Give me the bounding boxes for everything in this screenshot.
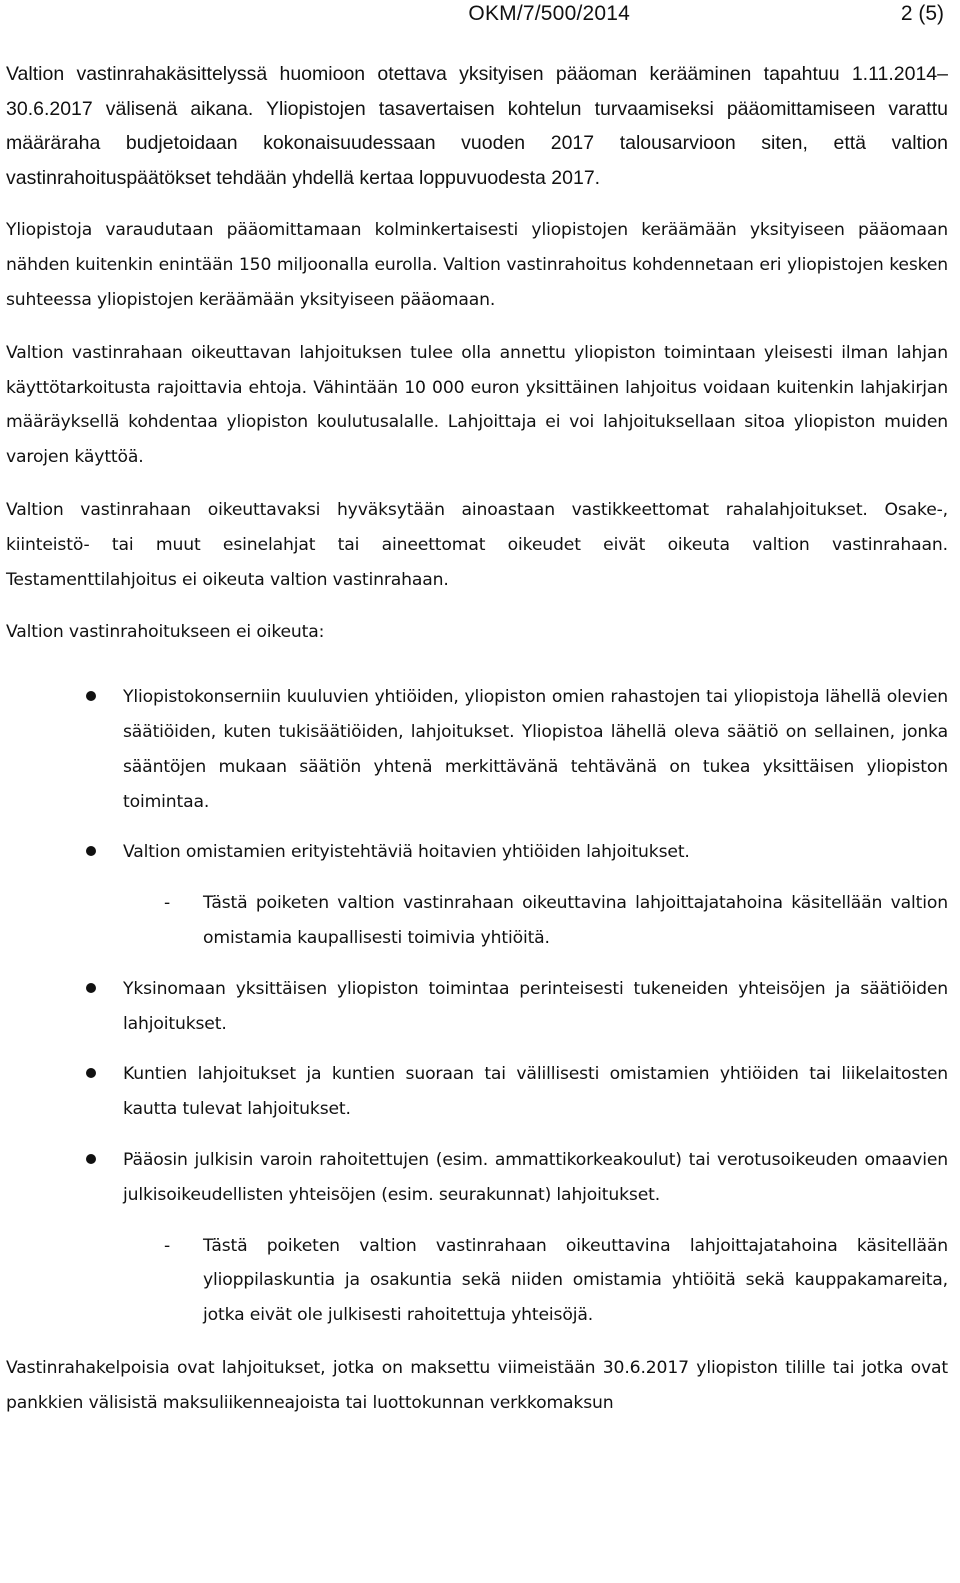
list-item-text: Yliopistokonserniin kuuluvien yhtiöiden, yliopiston omien rahastojen tai yliopistoja lähellä olevien säätiöiden, kuten tukisäätiöiden, lahjoitukset. Yliopistoa lähellä oleva säätiö on sellainen, jonka sääntöjen mukaan säätiön yhtenä merkittävänä tehtävänä on tukea yksittäisen yliopiston toimintaa. [123,687,948,812]
bullet-icon [86,846,96,856]
paragraph-accepted-donations: Valtion vastinrahaan oikeuttavaksi hyväksytään ainoastaan vastikkeettomat rahalahjoitukset. Osake-, kiinteistö- tai muut esinelahjat tai aineettomat oikeudet eivät oikeuta valtion vastinrahaan. Testamenttilahjoitus ei oikeuta valtion vastinrahaan. [6,499,948,590]
list-item-text: Kuntien lahjoitukset ja kuntien suoraan tai välillisesti omistamien yhtiöiden tai liikelaitosten kautta tulevat lahjoitukset. [123,1064,948,1120]
paragraph-eligibility-deadline: Vastinrahakelpoisia ovat lahjoitukset, jotka on maksettu viimeistään 30.6.2017 yliopiston tilille tai jotka ovat pankkien välisistä maksuliikenneajoista tai luottokunnan verkkomaksun [6,1357,948,1413]
sub-list-item-text: Tästä poiketen valtion vastinrahaan oikeuttavina lahjoittajatahoina käsitellään ylioppilaskuntia ja osakuntia sekä niiden omistamia yhtiöitä sekä kauppakamareita, jotka eivät ole julkisesti rahoitettuja yhteisöjä. [203,1235,948,1326]
sub-list-item [6,886,948,956]
list-item [6,835,948,870]
bullet-icon [86,1068,96,1078]
bullet-icon [86,983,96,993]
list-item [6,680,948,819]
document-body [6,57,948,1420]
sub-list-item-text: Tästä poiketen valtion vastinrahaan oikeuttavina lahjoittajatahoina käsitellään valtion omistamia kaupallisesti toimivia yhtiöitä. [203,893,948,948]
list-item-text: Pääosin julkisin varoin rahoitettujen (esim. ammattikorkeakoulut) tai verotusoikeuden omaavien julkisoikeudellisten yhteisöjen (esim. seurakunnat) lahjoitukset. [123,1149,948,1205]
paragraph-exclusions-intro: Valtion vastinrahoitukseen ei oikeuta: [6,622,325,643]
paragraph-donation-terms: Valtion vastinrahaan oikeuttavan lahjoituksen tulee olla annettu yliopiston toimintaan yleisesti ilman lahjan käyttötarkoitusta rajoittavia ehtoja. Vähintään 10 000 euron yksittäinen lahjoitus voidaan kuitenkin lahjakirjan määräyksellä kohdentaa yliopiston koulutusalalle. Lahjoittaja ei voi lahjoituksellaan sitoa yliopiston muiden varojen käyttöä. [6,342,948,468]
list-item [6,1057,948,1127]
document-id: OKM/7/500/2014 [468,2,630,25]
bullet-icon [86,1154,96,1164]
page-header [0,0,960,32]
bullet-icon [86,691,96,701]
sub-list-item [6,1229,948,1333]
paragraph-timing: Valtion vastinrahakäsittelyssä huomioon otettava yksityisen pääoman kerääminen tapahtuu 1.11.2014–30.6.2017 välisenä aikana. Yliopistojen tasavertaisen kohtelun turvaamiseksi pääomittamiseen varattu määräraha budjetoidaan kokonaisuudessaan vuoden 2017 talousarvioon siten, että valtion vastinrahoituspäätökset tehdään yhdellä kertaa loppuvuodesta 2017. [6,63,948,189]
list-item [6,972,948,1042]
dash-marker: - [164,893,171,914]
dash-marker: - [164,1235,171,1256]
page-number: 2 (5) [900,2,944,25]
list-item [6,1143,948,1213]
exclusions-list [6,680,948,1333]
list-item-text: Valtion omistamien erityistehtäviä hoitavien yhtiöiden lahjoitukset. [123,842,690,863]
list-item-text: Yksinomaan yksittäisen yliopiston toimintaa perinteisesti tukeneiden yhteisöjen ja säätiöiden lahjoitukset. [123,978,948,1034]
paragraph-capitalization: Yliopistoja varaudutaan pääomittamaan kolminkertaisesti yliopistojen keräämään yksityiseen pääomaan nähden kuitenkin enintään 150 miljoonalla eurolla. Valtion vastinrahoitus kohdennetaan eri yliopistojen kesken suhteessa yliopistojen keräämään yksityiseen pääomaan. [6,220,948,310]
